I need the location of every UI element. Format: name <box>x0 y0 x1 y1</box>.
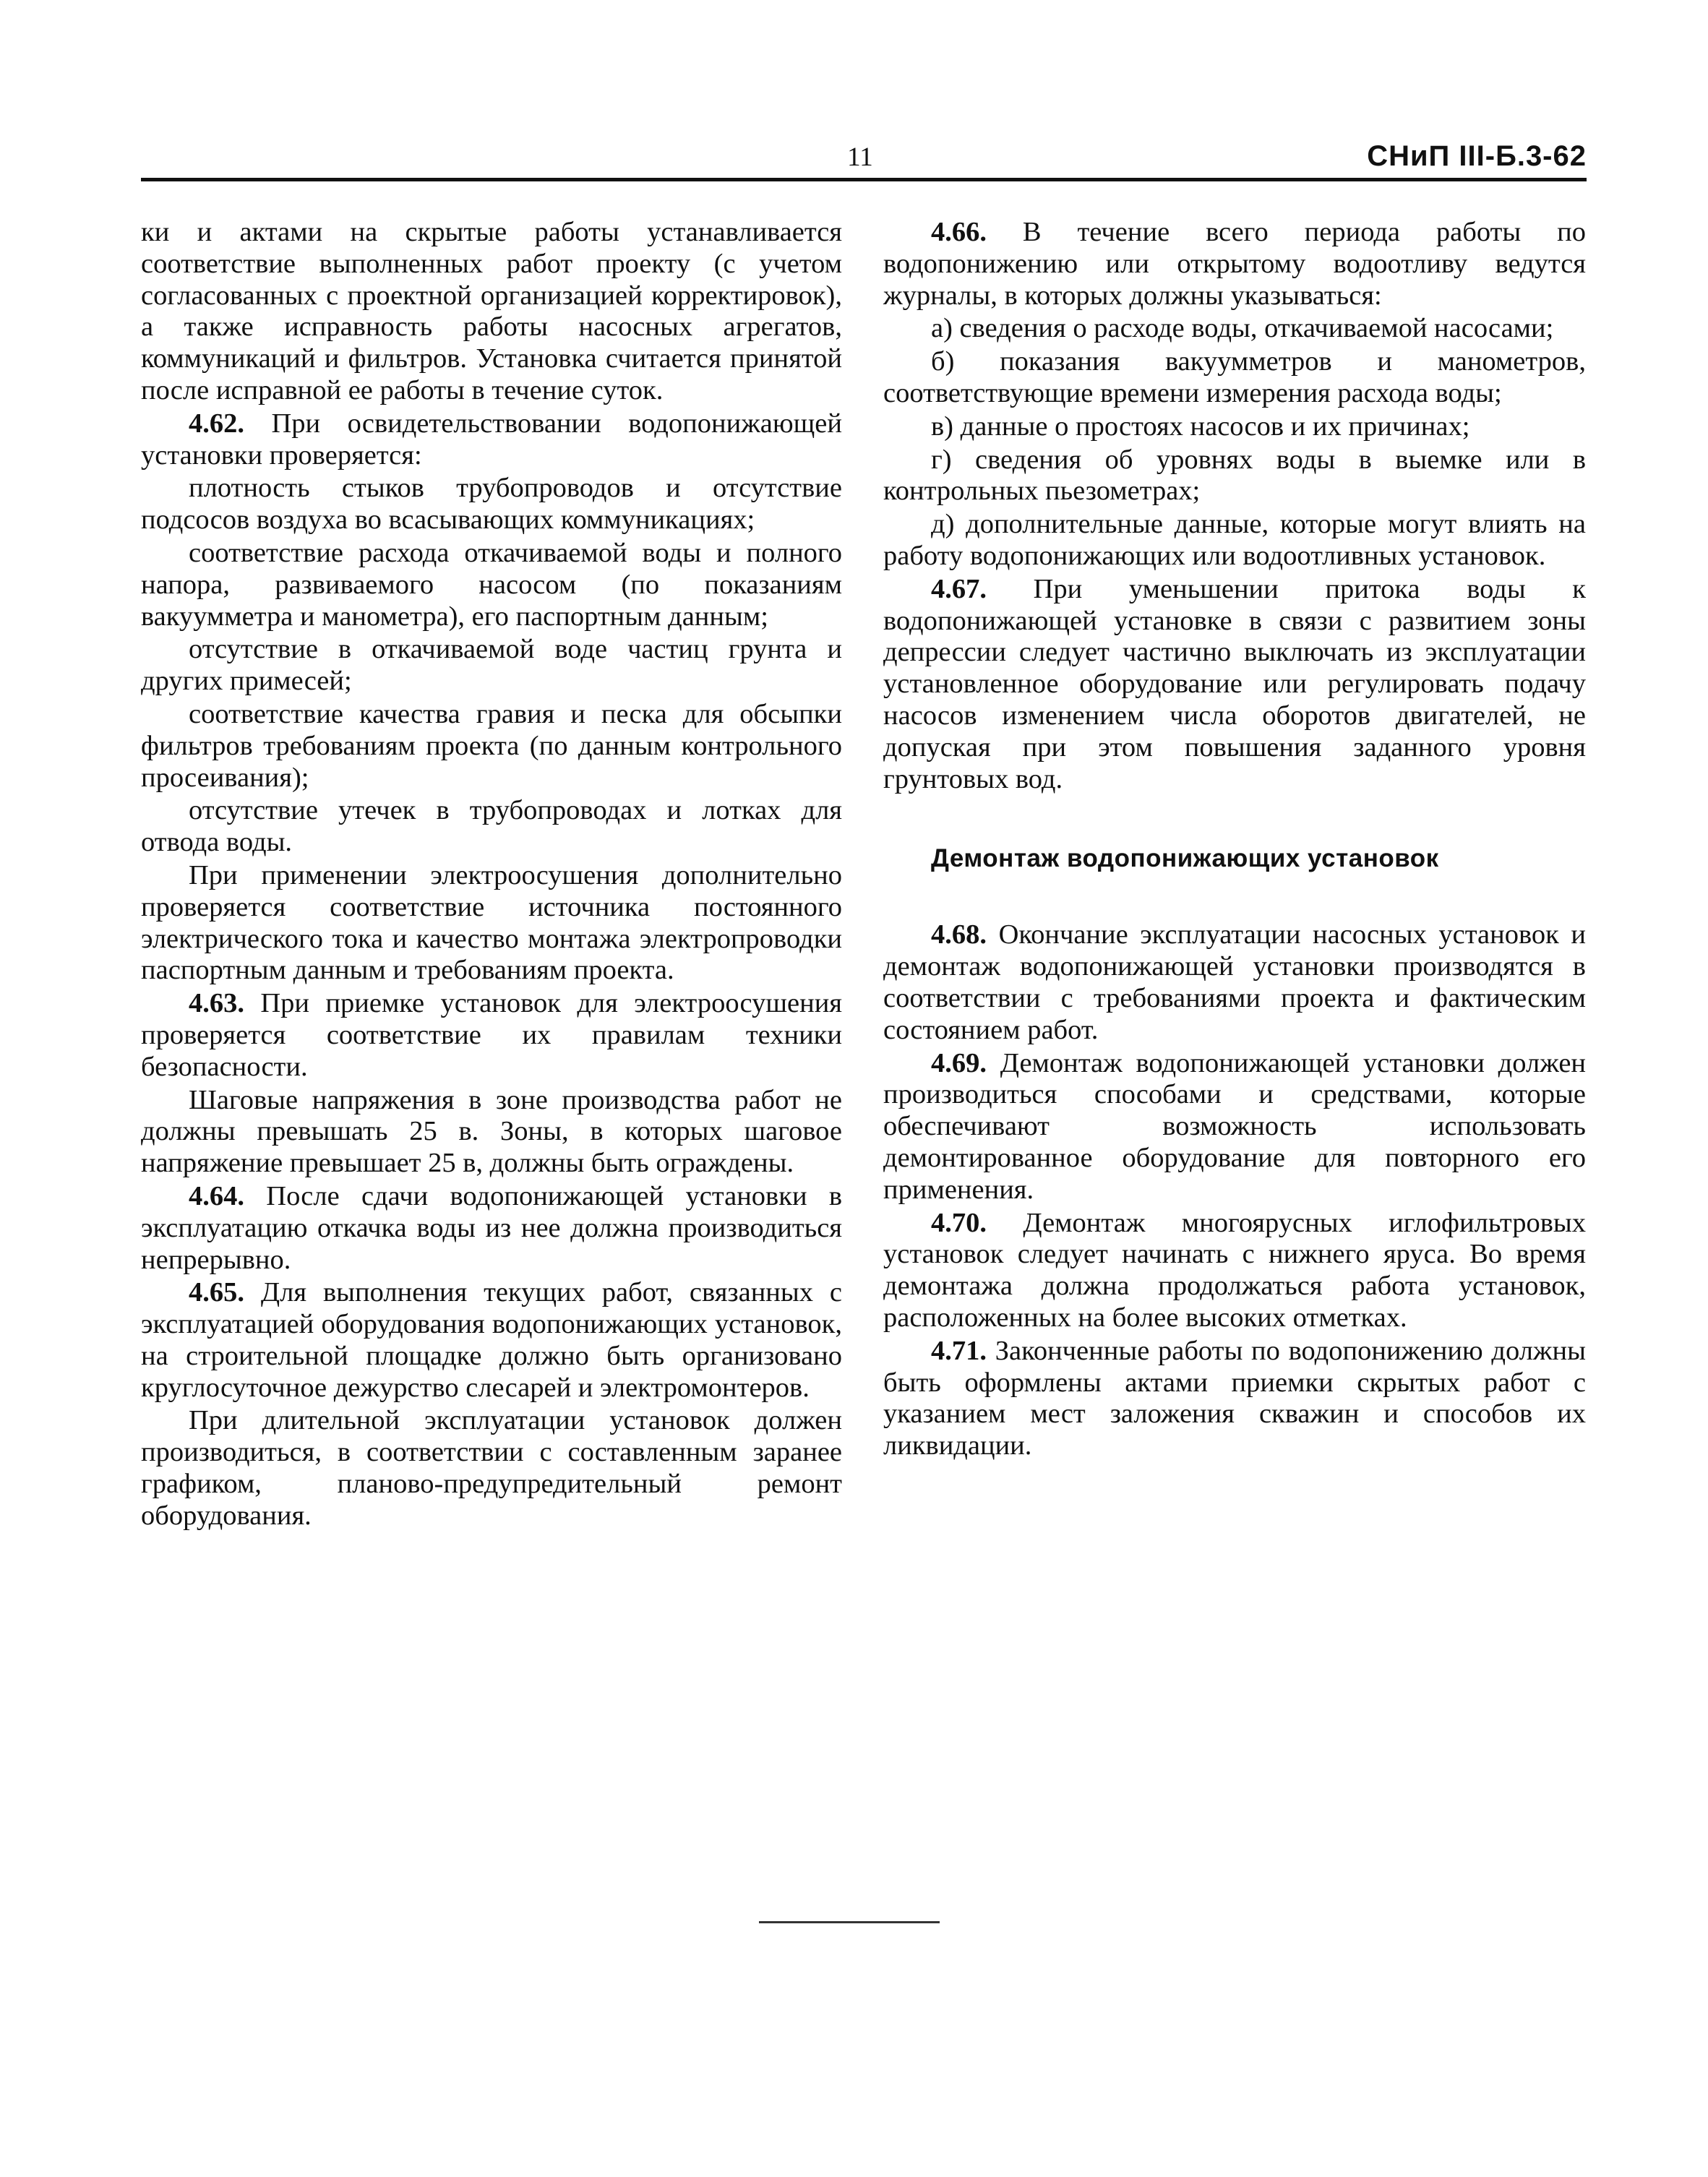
clause-4-62 <box>141 408 842 472</box>
clause-text: Окончание эксплуатации насосных установок и демонтаж водопонижающей установки производятся в соответствии с требованиями проекта и фактическим состоянием работ. <box>883 919 1587 1045</box>
check-item-2: соответствие расхода откачиваемой воды и полного напора, развиваемого насосом (по показаниям вакуумметра и манометра), его паспортным данным; <box>141 537 842 632</box>
journal-item-a: а) сведения о расходе воды, откачиваемой насосами; <box>931 313 1554 344</box>
clause-number: 4.70. <box>931 1207 987 1238</box>
clause-number: 4.65. <box>189 1277 244 1308</box>
check-item-3: отсутствие в откачиваемой воде частиц грунта и других примесей; <box>141 634 842 697</box>
page-number: 11 <box>847 142 873 172</box>
clause-number: 4.64. <box>189 1180 244 1211</box>
clause-text: После сдачи водопонижающей установки в эксплуатацию откачка воды из нее должна производиться непрерывно. <box>141 1180 843 1275</box>
clause-number: 4.67. <box>931 573 987 604</box>
clause-4-70 <box>883 1208 1586 1334</box>
journal-item-b: б) показания вакуумметров и манометров, соответствующие времени измерения расхода воды; <box>883 346 1586 408</box>
clause-4-66 <box>883 217 1586 312</box>
clause-4-68 <box>883 919 1586 1046</box>
clause-number: 4.69. <box>931 1047 987 1078</box>
section-heading: Демонтаж водопонижающих установок <box>931 844 1439 873</box>
clause-number: 4.66. <box>931 217 987 247</box>
left-column <box>141 217 842 1534</box>
clause-text: При уменьшении притока воды к водопонижающей установке в связи с развитием зоны депрессии следует частично выключать из эксплуатации установленное оборудование или регулировать подачу насосов изменением числа оборотов двигателей, не допуская при этом повышения заданного уровня грунтовых вод. <box>883 573 1587 794</box>
clause-4-64 <box>141 1181 842 1276</box>
document-code: СНиП III-Б.3-62 <box>1367 140 1587 172</box>
clause-text: Демонтаж водопонижающей установки должен производиться способами и средствами, которые обеспечивают возможность использовать демонтированное оборудование для повторного его применения. <box>883 1047 1587 1205</box>
end-rule <box>759 1921 940 1923</box>
paragraph-step-voltage: Шаговые напряжения в зоне производства работ не должны превышать 25 в. Зоны, в которых шаговое напряжение превышает 25 в, должны быть ограждены. <box>141 1084 842 1179</box>
check-item-1: плотность стыков трубопроводов и отсутствие подсосов воздуха во всасывающих коммуникациях; <box>141 473 842 536</box>
clause-text: При приемке установок для электроосушения проверяется соответствие их правилам техники безопасности. <box>141 988 843 1082</box>
journal-item-v: в) данные о простоях насосов и их причинах; <box>931 411 1470 442</box>
clause-text: Законченные работы по водопонижению должны быть оформлены актами приемки скрытых работ с указанием мест заложения скважин и способов их ликвидации. <box>883 1335 1587 1461</box>
clause-text: В течение всего периода работы по водопонижению или открытому водоотливу ведутся журналы, в которых должны указываться: <box>883 217 1587 311</box>
clause-number: 4.62. <box>189 408 244 439</box>
journal-item-g: г) сведения об уровнях воды в выемке или в контрольных пьезометрах; <box>883 444 1586 507</box>
clause-4-65 <box>141 1277 842 1404</box>
clause-4-69 <box>883 1048 1586 1206</box>
paragraph-long-operation: При длительной эксплуатации установок должен производиться, в соответствии с составленным заранее графиком, планово-предупредительный ремонт оборудования. <box>141 1405 842 1531</box>
clause-text: Демонтаж многоярусных иглофильтровых установок следует начинать с нижнего яруса. Во время демонтажа должна продолжаться работа установок, расположенных на более высоких отметках. <box>883 1207 1586 1333</box>
paragraph-continuation: ки и актами на скрытые работы устанавливается соответствие выполненных работ проекту (с учетом согласованных с проектной организацией корректировок), а также исправность работы насосных агрегатов, коммуникаций и фильтров. Установка считается принятой после исправной ее работы в течение суток. <box>141 217 842 405</box>
clause-number: 4.63. <box>189 988 244 1019</box>
clause-4-63 <box>141 988 842 1083</box>
header-rule <box>141 178 1587 181</box>
paragraph-electro: При применении электроосушения дополнительно проверяется соответствие источника постоянного электрического тока и качество монтажа электропроводки паспортным данным и требованиям проекта. <box>141 859 842 986</box>
right-column <box>883 217 1586 1464</box>
check-item-4: соответствие качества гравия и песка для обсыпки фильтров требованиям проекта (по данным контрольного просеивания); <box>141 698 842 793</box>
clause-4-71 <box>883 1336 1586 1462</box>
clause-number: 4.71. <box>931 1335 987 1366</box>
clause-number: 4.68. <box>931 919 987 950</box>
clause-text: Для выполнения текущих работ, связанных с эксплуатацией оборудования водопонижающих установок, на строительной площадке должно быть организовано круглосуточное дежурство слесарей и электромонтеров. <box>141 1277 843 1403</box>
clause-text: При освидетельствовании водопонижающей установки проверяется: <box>141 408 842 471</box>
journal-item-d: д) дополнительные данные, которые могут влиять на работу водопонижающих или водоотливных установок. <box>883 509 1586 571</box>
clause-4-67 <box>883 574 1586 796</box>
check-item-5: отсутствие утечек в трубопроводах и лотках для отвода воды. <box>141 795 842 858</box>
